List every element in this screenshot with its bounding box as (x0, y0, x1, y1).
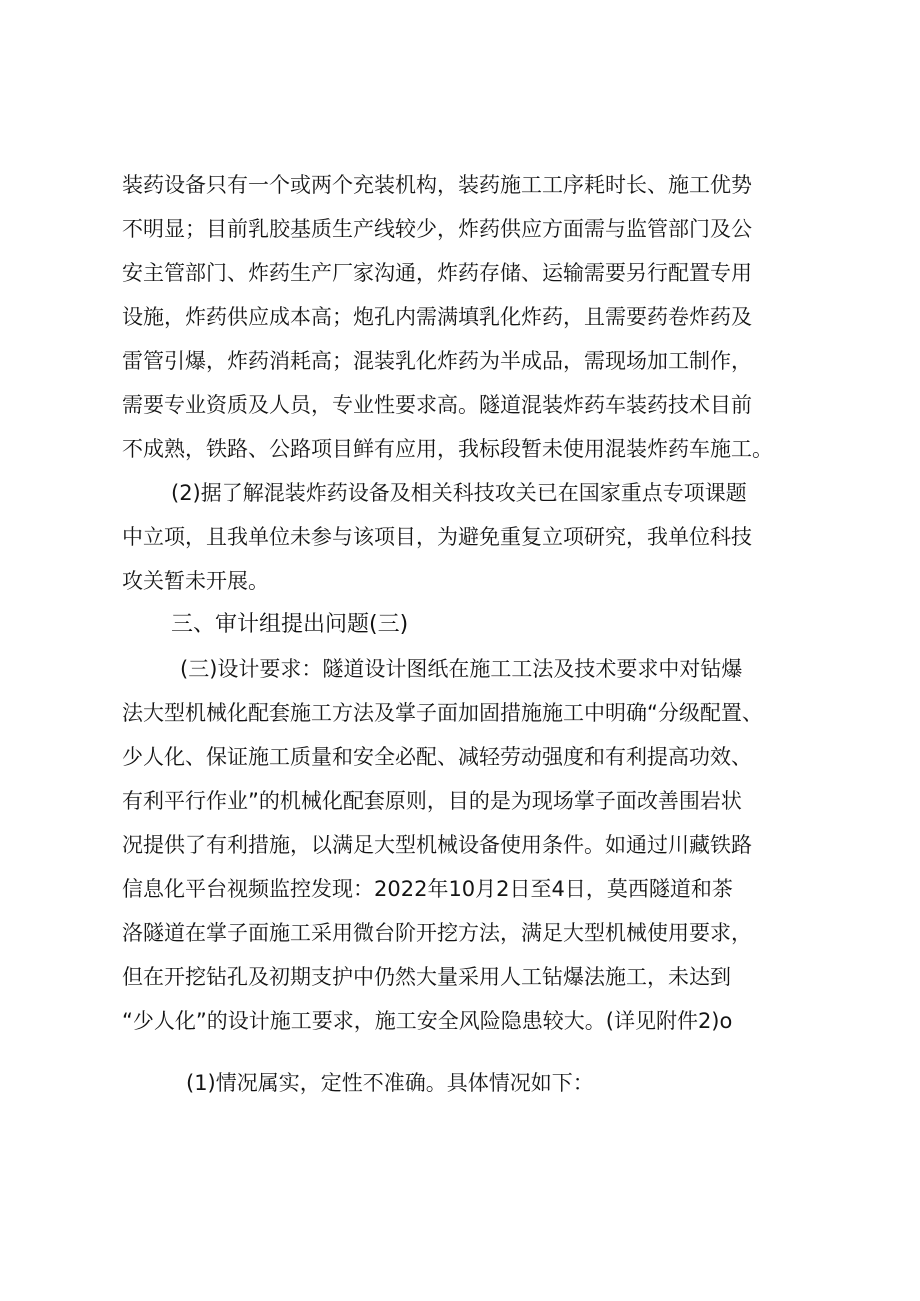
text-line: 不成熟，铁路、公路项目鲜有应用，我标段暂未使用混装炸药车施工。 (122, 437, 773, 461)
text-line: 信息化平台视频监控发现：2022年10月2日至4日，莫西隧道和茶 (122, 877, 733, 901)
text-line: 中立项，且我单位未参与该项目，为避免重复立项研究，我单位科技 (122, 525, 752, 549)
text-line: 雷管引爆，炸药消耗高；混装乳化炸药为半成品，需现场加工制作， (122, 349, 752, 373)
text-line: 设施，炸药供应成本高；炮孔内需满填乳化炸药，且需要药卷炸药及 (122, 305, 752, 329)
text-line: (三)设计要求：隧道设计图纸在施工工法及技术要求中对钻爆 (180, 657, 743, 681)
text-line: 况提供了有利措施，以满足大型机械设备使用条件。如通过川藏铁路 (122, 833, 752, 857)
text-line: 洛隧道在掌子面施工采用微台阶开挖方法，满足大型机械使用要求， (122, 921, 752, 945)
text-line: 安主管部门、炸药生产厂家沟通，炸药存储、运输需要另行配置专用 (122, 261, 752, 285)
text-line: 少人化、保证施工质量和安全必配、减轻劳动强度和有利提高功效、 (122, 745, 752, 769)
text-line: (1)情况属实，定性不准确。具体情况如下： (186, 1071, 594, 1095)
text-line: 有利平行作业”的机械化配套原则，目的是为现场掌子面改善围岩状 (122, 789, 742, 813)
text-line: 需要专业资质及人员，专业性要求高。隧道混装炸药车装药技术目前 (122, 393, 752, 417)
section-heading: 三、审计组提出问题(三) (171, 612, 409, 637)
text-line: 攻关暂未开展。 (122, 569, 269, 593)
text-line: 法大型机械化配套施工方法及掌子面加固措施施工中明确“分级配置、 (122, 701, 763, 725)
text-line: 装药设备只有一个或两个充装机构，装药施工工序耗时长、施工优势 (122, 173, 752, 197)
text-line: (2)据了解混装炸药设备及相关科技攻关已在国家重点专项课题 (171, 481, 747, 505)
text-line: “少人化”的设计施工要求，施工安全风险隐患较大。(详见附件2)o (122, 1009, 733, 1033)
text-line: 不明显；目前乳胶基质生产线较少，炸药供应方面需与监管部门及公 (122, 217, 752, 241)
text-line: 但在开挖钻孔及初期支护中仍然大量采用人工钻爆法施工，未达到 (122, 965, 731, 989)
